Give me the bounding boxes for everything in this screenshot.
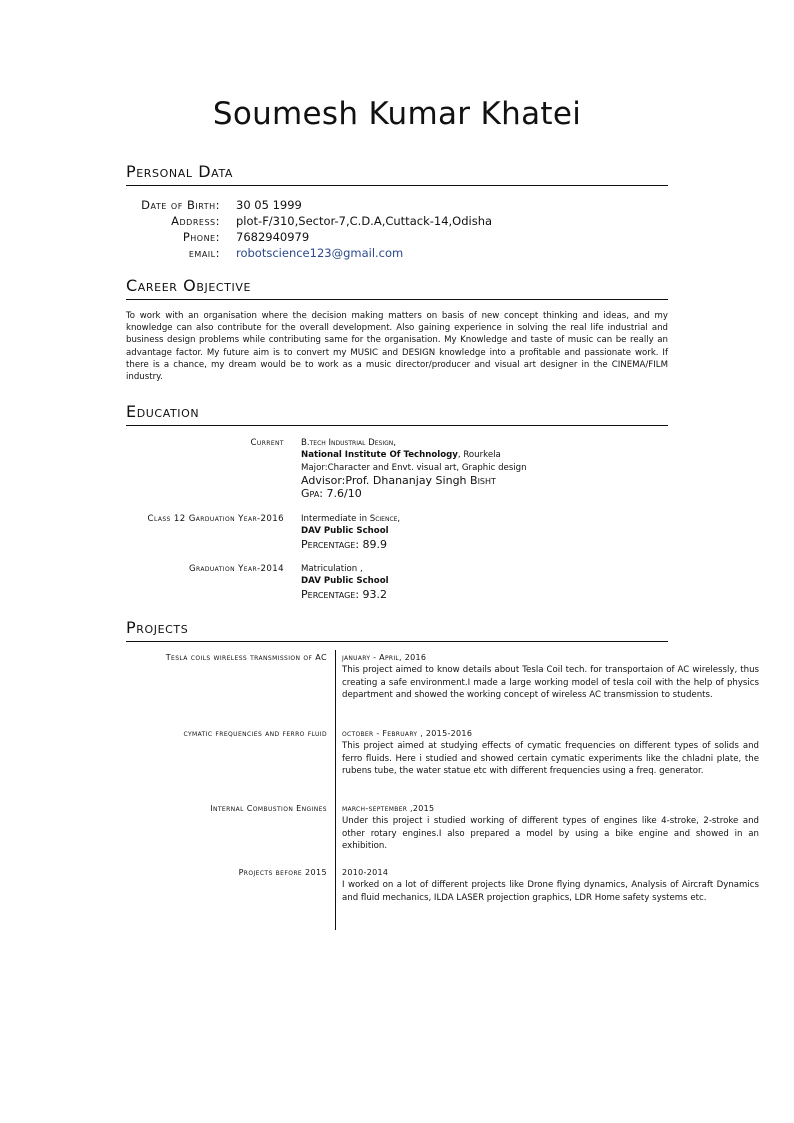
project-date: 2010-2014 <box>342 868 389 877</box>
phone-value: 7682940979 <box>236 230 310 244</box>
project-entry-engines <box>342 803 759 852</box>
section-title-career-objective: Career Objective <box>126 276 668 300</box>
resume-name: Soumesh Kumar Khatei <box>212 96 582 132</box>
education-entry-class12 <box>301 513 400 551</box>
project-description: I worked on a lot of different projects like Drone flying dynamics, Analysis of Aircraft Dynamics and fluid mechanics, ILDA LASER projection graphics, LDR Home safety systems etc. <box>342 880 759 903</box>
section-title-personal-data: Personal Data <box>126 162 668 186</box>
advisor-name: Advisor:Prof. Dhananjay Singh <box>301 473 471 487</box>
gpa: Gpa: 7.6/10 <box>301 486 362 500</box>
percentage: Percentage: 93.2 <box>301 587 388 601</box>
project-entry-before-2015 <box>342 867 759 904</box>
institution: DAV Public School <box>301 526 389 537</box>
personal-row-dob <box>126 197 526 213</box>
education-label-class12: Class 12 Garduation Year-2016 <box>147 514 284 524</box>
institution-line <box>301 449 527 461</box>
email-link[interactable]: robotscience123@gmail.com <box>236 246 404 260</box>
education-label-current: Current <box>250 438 284 448</box>
personal-row-address <box>126 213 526 229</box>
project-label-engines: Internal Combustion Engines <box>210 804 327 813</box>
project-entry-cymatic <box>342 728 759 777</box>
education-entry-class10 <box>301 563 389 601</box>
dob-value: 30 05 1999 <box>236 198 302 212</box>
project-description: Under this project i studied working of different types of engines like 4-stroke, 2-stroke and other rotary engines.I also prepared a model by using a bike engine and showed in an exhibition. <box>342 816 759 851</box>
section-title-projects: Projects <box>126 618 668 642</box>
project-label-before-2015: Projects before 2015 <box>238 868 327 877</box>
percentage: Percentage: 89.9 <box>301 537 388 551</box>
degree: B.tech Industrial Design, <box>301 438 396 448</box>
project-label-tesla: Tesla coils wireless transmission of AC <box>165 653 327 662</box>
degree-prefix: Intermediate in <box>301 514 370 524</box>
advisor <box>301 474 527 487</box>
career-objective-text: To work with an organisation where the decision making matters on basis of new concept thinking and ideas, and my knowledge can also contribute for the overall development. Also gaining experience in solving the real life industrial and business design problems while contributing same for the organisation. My Knowledge and taste of music can be really an advantage factor. My future aim is to convert my MUSIC and DESIGN knowledge into a profitable and passionate work. If there is a chance, my dream would be to work as a music director/producer and visual art designer in the CINEMA/FILM industry. <box>126 311 668 383</box>
education-label-class10: Graduation Year-2014 <box>188 564 284 574</box>
institution: National Institute Of Technology <box>301 450 458 461</box>
project-date: january - April, 2016 <box>342 653 427 662</box>
personal-row-email <box>126 245 526 261</box>
education-entry-current <box>301 437 527 500</box>
dob-label: Date of Birth: <box>141 198 220 212</box>
degree-stream: Science, <box>369 514 401 524</box>
section-title-education: Education <box>126 402 668 426</box>
project-label-cymatic: cymatic frequencies and ferro fluid <box>183 729 327 738</box>
address-label: Address: <box>171 214 220 228</box>
degree <box>301 513 400 525</box>
major: Major:Character and Envt. visual art, Graphic design <box>301 462 527 473</box>
projects-divider-line <box>335 650 336 930</box>
email-label: email: <box>188 246 220 260</box>
advisor-surname: Bisht <box>470 473 496 487</box>
institution: DAV Public School <box>301 576 389 587</box>
institution-location: , Rourkela <box>457 450 501 461</box>
project-date: october - February , 2015-2016 <box>342 729 473 738</box>
phone-label: Phone: <box>182 230 220 244</box>
personal-row-phone <box>126 229 526 245</box>
project-entry-tesla <box>342 652 759 701</box>
project-description: This project aimed to know details about Tesla Coil tech. for transportaion of AC wirelessly, thus creating a safe environment.I made a large working model of tesla coil with the help of physics department and showed the working concept of wireless AC transmission to students. <box>342 665 759 700</box>
degree: Matriculation , <box>301 564 363 574</box>
project-date: march-september ,2015 <box>342 804 435 813</box>
address-value: plot-F/310,Sector-7,C.D.A,Cuttack-14,Odisha <box>236 214 493 228</box>
project-description: This project aimed at studying effects of cymatic frequencies on different types of solids and ferro fluids. Here i studied and showed certain cymatic experiments like the chladni plate, the rubens tube, the water statue etc with different frequencies using a freq. generator. <box>342 741 759 776</box>
